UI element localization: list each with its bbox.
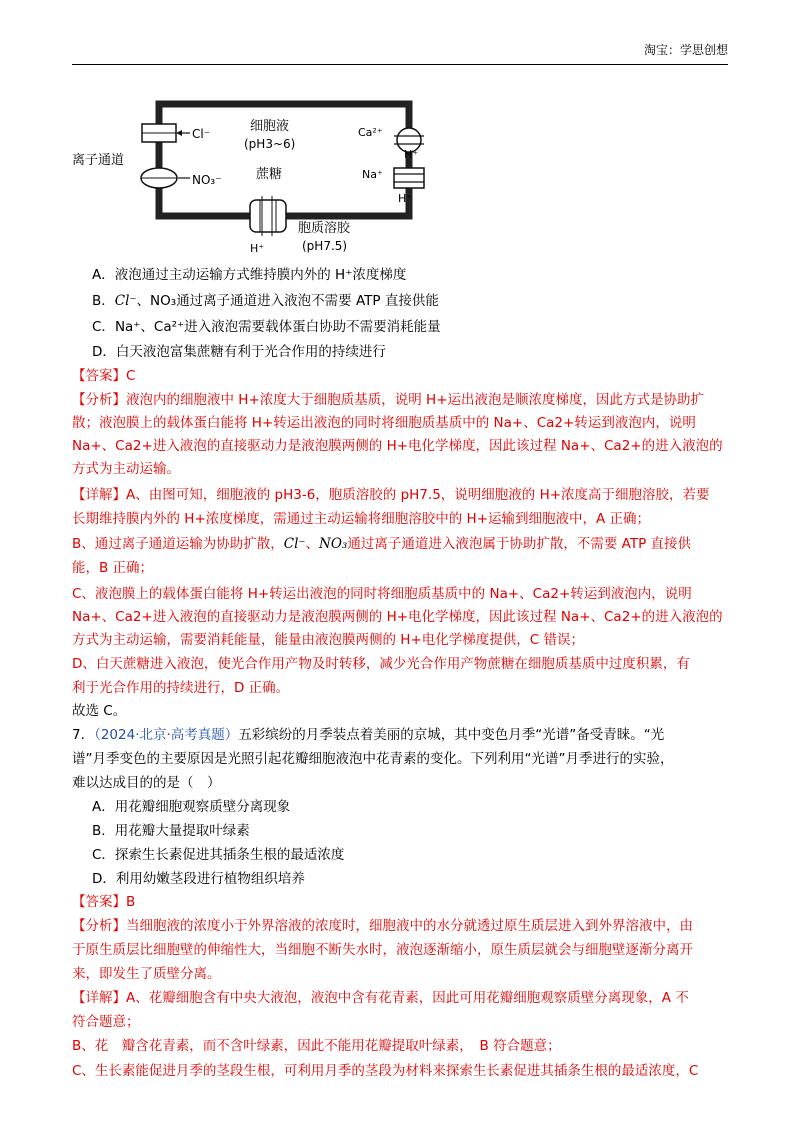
q7-source: （2024·北京·高考真题） xyxy=(94,727,239,743)
label-no3: NO₃⁻ xyxy=(192,173,222,187)
q6-option-a-label: A． xyxy=(92,267,115,283)
q6-detail-5: C、液泡膜上的载体蛋白能将 H+转运出液泡的同时将细胞质基质中的 Na+、Ca2+转运到液泡内，说明 xyxy=(72,586,692,602)
q6-option-c-label: C． xyxy=(92,319,115,335)
q7-detail-1: 【详解】A、花瓣细胞含有中央大液泡，液泡中含有花青素，因此可用花瓣细胞观察质壁分离现象，A 不 xyxy=(72,990,689,1006)
label-ca: Ca²⁺ xyxy=(358,126,383,139)
q7-answer: 【答案】B xyxy=(72,894,136,910)
label-cytosol: 胞质溶胶 xyxy=(298,221,351,236)
q7-stem-1 xyxy=(72,726,732,744)
q6-detail-2: 长期维持膜内外的 H+浓度梯度，需通过主动运输将细胞溶胶中的 H+运输到细胞液中，A 正确； xyxy=(72,511,651,527)
q7-analysis-1: 【分析】当细胞液的浓度小于外界溶液的浓度时，细胞液中的水分就透过原生质层进入到外界溶液中，由 xyxy=(72,918,693,934)
q7-detail-4: C、生长素能促进月季的茎段生根，可利用月季的茎段为材料来探索生长素促进其插条生根的最适浓度，C xyxy=(72,1063,699,1079)
label-ion-channel: 离子通道 xyxy=(72,153,125,168)
label-cl: Cl⁻ xyxy=(192,127,211,141)
q7-stem-3: 难以达成目的的是（ ） xyxy=(72,775,221,791)
q6-detail-1: 【详解】A、由图可知，细胞液的 pH3-6，胞质溶胶的 pH7.5，说明细胞液的 H+浓度高于细胞溶胶，若要 xyxy=(72,487,710,503)
q6-analysis-4: 方式为主动运输。 xyxy=(72,461,180,477)
q6-option-a-text: 液泡通过主动运输方式维持膜内外的 H⁺浓度梯度 xyxy=(114,267,407,283)
q6-answer: 【答案】C xyxy=(72,368,136,384)
vacuole-membrane-diagram xyxy=(72,96,432,256)
q6-detail-3b: 通过离子通道进入液泡属于协助扩散，不需要 ATP 直接供 xyxy=(347,536,691,552)
q6-option-d-label: D． xyxy=(92,344,116,360)
q6-option-b-cl: Cl⁻ xyxy=(114,293,137,309)
q6-detail-3 xyxy=(72,535,732,553)
q6-detail-3-no3: NO₃ xyxy=(319,536,348,552)
q7-option-a: A．用花瓣细胞观察质壁分离现象 xyxy=(92,799,291,815)
q7-detail-2: 符合题意； xyxy=(72,1014,140,1030)
label-cell-sap-ph: (pH3~6) xyxy=(244,137,296,151)
label-sucrose: 蔗糖 xyxy=(256,167,283,182)
q7-stem-1-text: 五彩缤纷的月季装点着美丽的京城，其中变色月季“光谱”备受青睐。“光 xyxy=(238,727,665,743)
q7-analysis-2: 于原生质层比细胞壁的伸缩性大，当细胞不断失水时，液泡逐渐缩小，原生质层就会与细胞壁逐渐分离开 xyxy=(72,942,693,958)
q6-option-d-text: 白天液泡富集蔗糖有利于光合作用的持续进行 xyxy=(115,344,386,360)
header-text: 淘宝：学思创想 xyxy=(643,43,728,57)
q6-detail-3-cl: Cl⁻ xyxy=(283,536,306,552)
q6-detail-3-sep: 、 xyxy=(305,536,320,552)
q6-option-b-label: B． xyxy=(92,293,115,309)
q6-option-b-sep: 、 xyxy=(136,293,151,309)
q6-option-b-text: 通过离子通道进入液泡不需要 ATP 直接供能 xyxy=(176,293,439,309)
q6-option-c-text: Na⁺、Ca²⁺进入液泡需要载体蛋白协助不需要消耗能量 xyxy=(114,319,441,335)
label-cytosol-ph: (pH7.5) xyxy=(302,239,348,253)
q6-analysis-1: 【分析】液泡内的细胞液中 H+浓度大于细胞质基质，说明 H+运出液泡是顺浓度梯度，因此方式是协助扩 xyxy=(72,392,705,408)
q7-detail-3: B、花 瓣含花青素，而不含叶绿素，因此不能用花瓣提取叶绿素， B 符合题意； xyxy=(72,1038,561,1054)
q7-option-c: C．探索生长素促进其插条生根的最适浓度 xyxy=(92,847,345,863)
q7-option-b: B．用花瓣大量提取叶绿素 xyxy=(92,823,250,839)
q6-detail-6: Na+、Ca2+进入液泡的直接驱动力是液泡膜两侧的 H+电化学梯度，因此该过程 Na+、Ca2+的进入液泡的 xyxy=(72,609,723,625)
q7-option-d: D．利用幼嫩茎段进行植物组织培养 xyxy=(92,871,305,887)
q6-detail-9: 利于光合作用的持续进行，D 正确。 xyxy=(72,680,290,696)
q7-stem-2: 谱”月季变色的主要原因是光照引起花瓣细胞液泡中花青素的变化。下列利用“光谱”月季进行的实验， xyxy=(72,751,674,767)
label-h-ca: H⁺ xyxy=(404,148,419,161)
q6-analysis-2: 散；液泡膜上的载体蛋白能将 H+转运出液泡的同时将细胞质基质中的 Na+、Ca2+转运到液泡内，说明 xyxy=(72,415,696,431)
label-na: Na⁺ xyxy=(362,168,383,181)
q7-analysis-3: 来，即发生了质壁分离。 xyxy=(72,966,221,982)
q6-option-c xyxy=(92,318,752,336)
q6-detail-3a: B、通过离子通道运输为协助扩散， xyxy=(72,536,284,552)
label-h-na: H⁺ xyxy=(398,192,413,205)
q6-detail-8: D、白天蔗糖进入液泡，使光合作用产物及时转移，减少光合作用产物蔗糖在细胞质基质中过度积累，有 xyxy=(72,656,690,672)
q6-conclusion: 故选 C。 xyxy=(72,703,127,719)
q6-option-b xyxy=(92,292,752,310)
q6-detail-7: 方式为主动运输，需要消耗能量，能量由液泡膜两侧的 H+电化学梯度提供，C 错误； xyxy=(72,632,584,648)
q6-option-b-no3: NO₃ xyxy=(150,293,177,309)
q6-option-a xyxy=(92,266,752,284)
page-header xyxy=(72,42,728,65)
label-h-sucrose: H⁺ xyxy=(250,242,265,255)
q6-option-d xyxy=(92,343,752,361)
label-cell-sap: 细胞液 xyxy=(250,119,290,134)
q7-number: 7． xyxy=(72,727,95,743)
q6-analysis-3: Na+、Ca2+进入液泡的直接驱动力是液泡膜两侧的 H+电化学梯度，因此该过程 Na+、Ca2+的进入液泡的 xyxy=(72,438,723,454)
q6-detail-4: 能，B 正确； xyxy=(72,560,154,576)
